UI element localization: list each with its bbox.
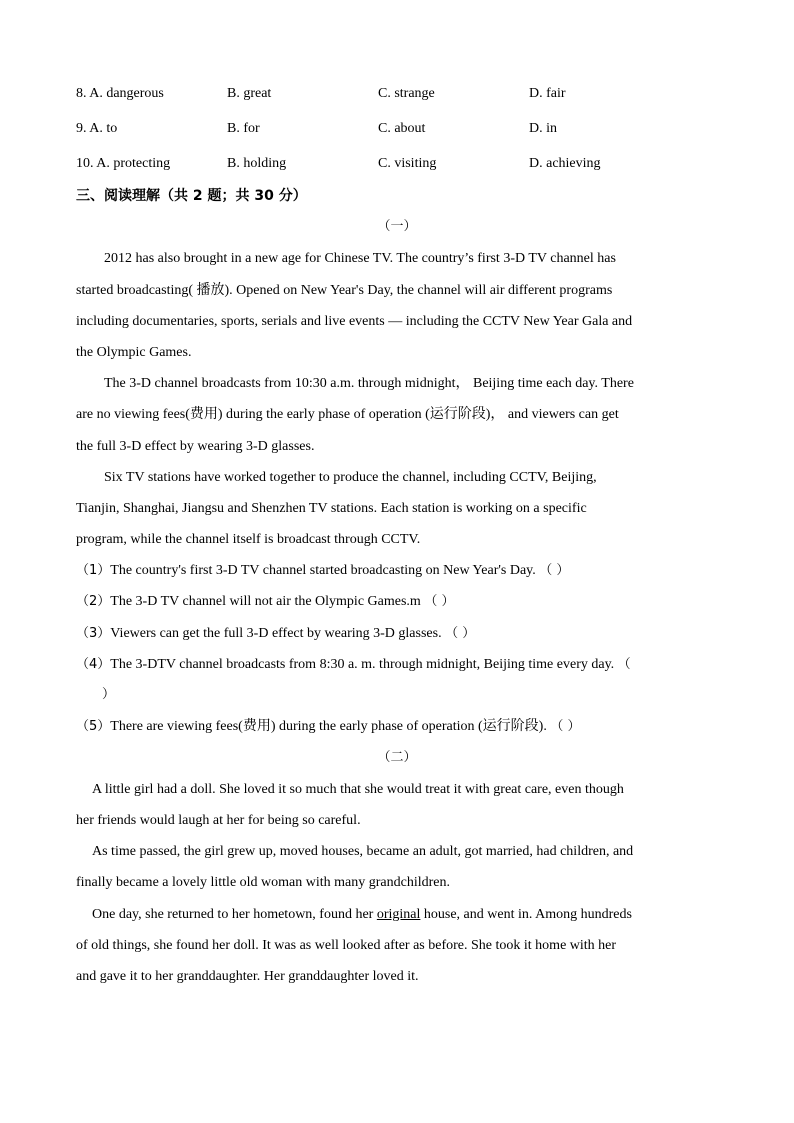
option-row-8 [76,84,716,104]
answer-blank-close[interactable]: ） [102,687,116,702]
question-text: There are viewing fees(费用) during the early phase of operation (运行阶段). [110,719,547,734]
option-d: D. achieving [529,156,601,171]
answer-blank-open[interactable]: （ [617,657,631,672]
question-text: The 3-D TV channel will not air the Olympic Games.m [110,594,421,609]
option-c: C. about [378,121,426,136]
question-4 [76,655,716,675]
passage1-line: the full 3-D effect by wearing 3-D glasses. [76,439,315,454]
passage2-line: and gave it to her granddaughter. Her granddaughter loved it. [76,969,419,984]
question-number: （2） [76,594,111,609]
passage1-line: the Olympic Games. [76,345,192,360]
question-4-continuation [76,685,742,705]
passage1-line: started broadcasting( 播放). Opened on New Year's Day, the channel will air different programs [76,283,613,298]
passage2-line: of old things, she found her doll. It was as well looked after as before. She took it home with her [76,938,617,953]
answer-blank[interactable]: （ ） [424,594,455,609]
answer-blank[interactable]: （ ） [445,626,476,641]
answer-blank[interactable]: （ ） [539,563,570,578]
question-5 [76,717,716,737]
question-text: Viewers can get the full 3-D effect by wearing 3-D glasses. [110,626,442,641]
question-3 [76,624,716,644]
option-b: B. great [227,86,272,101]
passage2-text: house, and went in. Among hundreds [423,907,632,922]
passage1-line: 2012 has also brought in a new age for Chinese TV. The country’s first 3-D TV channel has [104,251,616,266]
option-b: B. for [227,121,260,136]
question-1 [76,561,716,581]
passage2-text: One day, she returned to her hometown, found her [92,907,374,922]
option-b: B. holding [227,156,287,171]
passage1-line: The 3-D channel broadcasts from 10:30 a.m. through midnight， Beijing time each day. There [104,376,634,391]
option-row-9 [76,119,716,139]
question-number: （3） [76,626,111,641]
passage1-line: including documentaries, sports, serials and live events — including the CCTV New Year Gala and [76,314,633,329]
passage1-line: are no viewing fees(费用) during the early phase of operation (运行阶段)， and viewers can get [76,407,619,422]
option-a: 9. A. to [76,121,118,136]
passage1-line: program, while the channel itself is broadcast through CCTV. [76,532,421,547]
underlined-word: original [376,907,421,922]
question-text: The country's first 3-D TV channel started broadcasting on New Year's Day. [110,563,536,578]
option-a: 10. A. protecting [76,156,171,171]
part-two-mark: （二） [377,750,417,765]
question-number: （4） [76,657,111,672]
passage2-line: A little girl had a doll. She loved it so much that she would treat it with great care, even though [92,782,624,797]
option-d: D. in [529,121,557,136]
passage2-line: finally became a lovely little old woman with many grandchildren. [76,875,451,890]
question-text: The 3-DTV channel broadcasts from 8:30 a. m. through midnight, Beijing time every day. [110,657,615,672]
section-heading: 三、阅读理解（共 2 题；共 30 分） [76,188,307,204]
option-d: D. fair [529,86,566,101]
question-number: （1） [76,563,111,578]
passage1-line: Six TV stations have worked together to produce the channel, including CCTV, Beijing, [104,470,597,485]
answer-blank[interactable]: （ ） [550,719,581,734]
passage2-line: her friends would laugh at her for being so careful. [76,813,361,828]
question-number: （5） [76,719,111,734]
option-a: 8. A. dangerous [76,86,164,101]
option-c: C. visiting [378,156,437,171]
passage2-line [76,905,732,925]
passage1-line: Tianjin, Shanghai, Jiangsu and Shenzhen TV stations. Each station is working on a specific [76,501,587,516]
option-row-10 [76,154,716,174]
option-c: C. strange [378,86,435,101]
passage2-line: As time passed, the girl grew up, moved houses, became an adult, got married, had children, and [92,844,634,859]
question-2 [76,592,716,612]
part-one-mark: （一） [377,219,417,234]
